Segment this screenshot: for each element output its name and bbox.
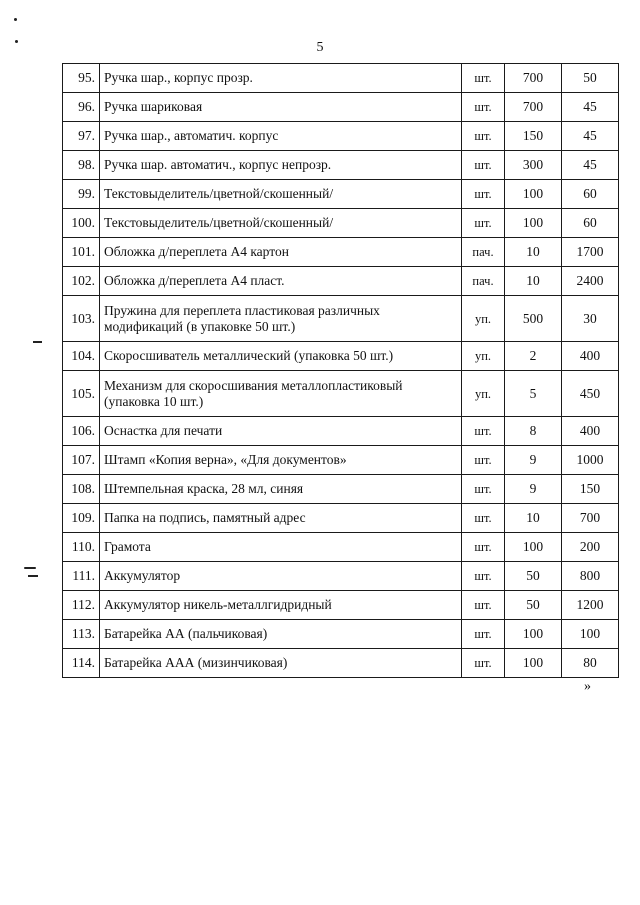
quantity-cell: 2	[505, 342, 562, 371]
quantity-cell: 100	[505, 209, 562, 238]
table-row	[63, 504, 619, 533]
quantity-cell: 100	[505, 620, 562, 649]
row-number-cell: 111.	[63, 562, 100, 591]
row-number-cell: 112.	[63, 591, 100, 620]
row-number-cell: 107.	[63, 446, 100, 475]
row-number-cell: 101.	[63, 238, 100, 267]
table-row	[63, 180, 619, 209]
unit-cell: шт.	[462, 620, 505, 649]
quantity-cell: 100	[505, 649, 562, 678]
scan-speck	[14, 18, 17, 21]
row-number-cell: 102.	[63, 267, 100, 296]
continuation-mark: »	[584, 679, 591, 694]
quantity-cell: 9	[505, 446, 562, 475]
unit-cell: шт.	[462, 64, 505, 93]
quantity-cell: 150	[505, 122, 562, 151]
table-row	[63, 533, 619, 562]
unit-cell: шт.	[462, 649, 505, 678]
item-name-cell: Грамота	[100, 533, 462, 562]
items-table	[62, 63, 619, 678]
quantity-cell: 10	[505, 504, 562, 533]
item-name-cell: Батарейка ААА (мизинчиковая)	[100, 649, 462, 678]
quantity-cell: 300	[505, 151, 562, 180]
unit-cell: уп.	[462, 296, 505, 342]
margin-dash-mark	[33, 341, 42, 343]
price-cell: 60	[562, 209, 619, 238]
price-cell: 30	[562, 296, 619, 342]
unit-cell: шт.	[462, 533, 505, 562]
price-cell: 45	[562, 93, 619, 122]
row-number-cell: 103.	[63, 296, 100, 342]
price-cell: 45	[562, 151, 619, 180]
row-number-cell: 95.	[63, 64, 100, 93]
item-name-cell: Механизм для скоросшивания металлопластиковый (упаковка 10 шт.)	[100, 371, 462, 417]
price-cell: 150	[562, 475, 619, 504]
row-number-cell: 106.	[63, 417, 100, 446]
row-number-cell: 108.	[63, 475, 100, 504]
price-cell: 800	[562, 562, 619, 591]
table-row	[63, 562, 619, 591]
item-name-cell: Батарейка АА (пальчиковая)	[100, 620, 462, 649]
row-number-cell: 98.	[63, 151, 100, 180]
scan-speck	[15, 40, 18, 43]
unit-cell: шт.	[462, 122, 505, 151]
row-number-cell: 104.	[63, 342, 100, 371]
table-row	[63, 591, 619, 620]
price-cell: 80	[562, 649, 619, 678]
item-name-cell: Штемпельная краска, 28 мл, синяя	[100, 475, 462, 504]
table-row	[63, 267, 619, 296]
row-number-cell: 96.	[63, 93, 100, 122]
price-cell: 1700	[562, 238, 619, 267]
item-name-cell: Папка на подпись, памятный адрес	[100, 504, 462, 533]
row-number-cell: 113.	[63, 620, 100, 649]
item-name-cell: Оснастка для печати	[100, 417, 462, 446]
unit-cell: шт.	[462, 475, 505, 504]
row-number-cell: 100.	[63, 209, 100, 238]
item-name-cell: Обложка д/переплета А4 пласт.	[100, 267, 462, 296]
item-name-cell: Ручка шар. автоматич., корпус непрозр.	[100, 151, 462, 180]
item-name-cell: Пружина для переплета пластиковая различных модификаций (в упаковке 50 шт.)	[100, 296, 462, 342]
price-cell: 60	[562, 180, 619, 209]
price-cell: 200	[562, 533, 619, 562]
table-row	[63, 64, 619, 93]
table-row	[63, 93, 619, 122]
unit-cell: уп.	[462, 342, 505, 371]
quantity-cell: 500	[505, 296, 562, 342]
table-row	[63, 371, 619, 417]
price-cell: 2400	[562, 267, 619, 296]
quantity-cell: 8	[505, 417, 562, 446]
unit-cell: шт.	[462, 504, 505, 533]
row-number-cell: 105.	[63, 371, 100, 417]
table-row	[63, 342, 619, 371]
row-number-cell: 97.	[63, 122, 100, 151]
quantity-cell: 700	[505, 64, 562, 93]
quantity-cell: 700	[505, 93, 562, 122]
item-name-cell: Скоросшиватель металлический (упаковка 50 шт.)	[100, 342, 462, 371]
unit-cell: шт.	[462, 180, 505, 209]
unit-cell: шт.	[462, 417, 505, 446]
item-name-cell: Аккумулятор	[100, 562, 462, 591]
table-row	[63, 649, 619, 678]
row-number-cell: 99.	[63, 180, 100, 209]
price-cell: 700	[562, 504, 619, 533]
unit-cell: шт.	[462, 151, 505, 180]
item-name-cell: Штамп «Копия верна», «Для документов»	[100, 446, 462, 475]
table-row	[63, 446, 619, 475]
price-cell: 450	[562, 371, 619, 417]
quantity-cell: 100	[505, 533, 562, 562]
row-number-cell: 114.	[63, 649, 100, 678]
price-cell: 400	[562, 417, 619, 446]
unit-cell: шт.	[462, 446, 505, 475]
row-number-cell: 110.	[63, 533, 100, 562]
quantity-cell: 50	[505, 591, 562, 620]
price-cell: 50	[562, 64, 619, 93]
item-name-cell: Ручка шар., корпус прозр.	[100, 64, 462, 93]
quantity-cell: 10	[505, 267, 562, 296]
margin-dash-mark	[24, 567, 36, 569]
item-name-cell: Аккумулятор никель-металлгидридный	[100, 591, 462, 620]
unit-cell: уп.	[462, 371, 505, 417]
unit-cell: шт.	[462, 209, 505, 238]
price-cell: 45	[562, 122, 619, 151]
margin-dash-mark	[28, 575, 38, 577]
table-row	[63, 475, 619, 504]
quantity-cell: 5	[505, 371, 562, 417]
item-name-cell: Обложка д/переплета А4 картон	[100, 238, 462, 267]
price-cell: 1000	[562, 446, 619, 475]
unit-cell: шт.	[462, 93, 505, 122]
table-row	[63, 417, 619, 446]
table-row	[63, 296, 619, 342]
table-row	[63, 209, 619, 238]
quantity-cell: 10	[505, 238, 562, 267]
price-cell: 400	[562, 342, 619, 371]
price-cell: 1200	[562, 591, 619, 620]
table-row	[63, 122, 619, 151]
quantity-cell: 9	[505, 475, 562, 504]
unit-cell: шт.	[462, 562, 505, 591]
table-row	[63, 151, 619, 180]
quantity-cell: 100	[505, 180, 562, 209]
item-name-cell: Ручка шариковая	[100, 93, 462, 122]
item-name-cell: Ручка шар., автоматич. корпус	[100, 122, 462, 151]
price-cell: 100	[562, 620, 619, 649]
table-row	[63, 620, 619, 649]
quantity-cell: 50	[505, 562, 562, 591]
row-number-cell: 109.	[63, 504, 100, 533]
item-name-cell: Текстовыделитель/цветной/скошенный/	[100, 209, 462, 238]
item-name-cell: Текстовыделитель/цветной/скошенный/	[100, 180, 462, 209]
unit-cell: пач.	[462, 238, 505, 267]
unit-cell: шт.	[462, 591, 505, 620]
table-row	[63, 238, 619, 267]
page-number: 5	[316, 40, 324, 55]
unit-cell: пач.	[462, 267, 505, 296]
